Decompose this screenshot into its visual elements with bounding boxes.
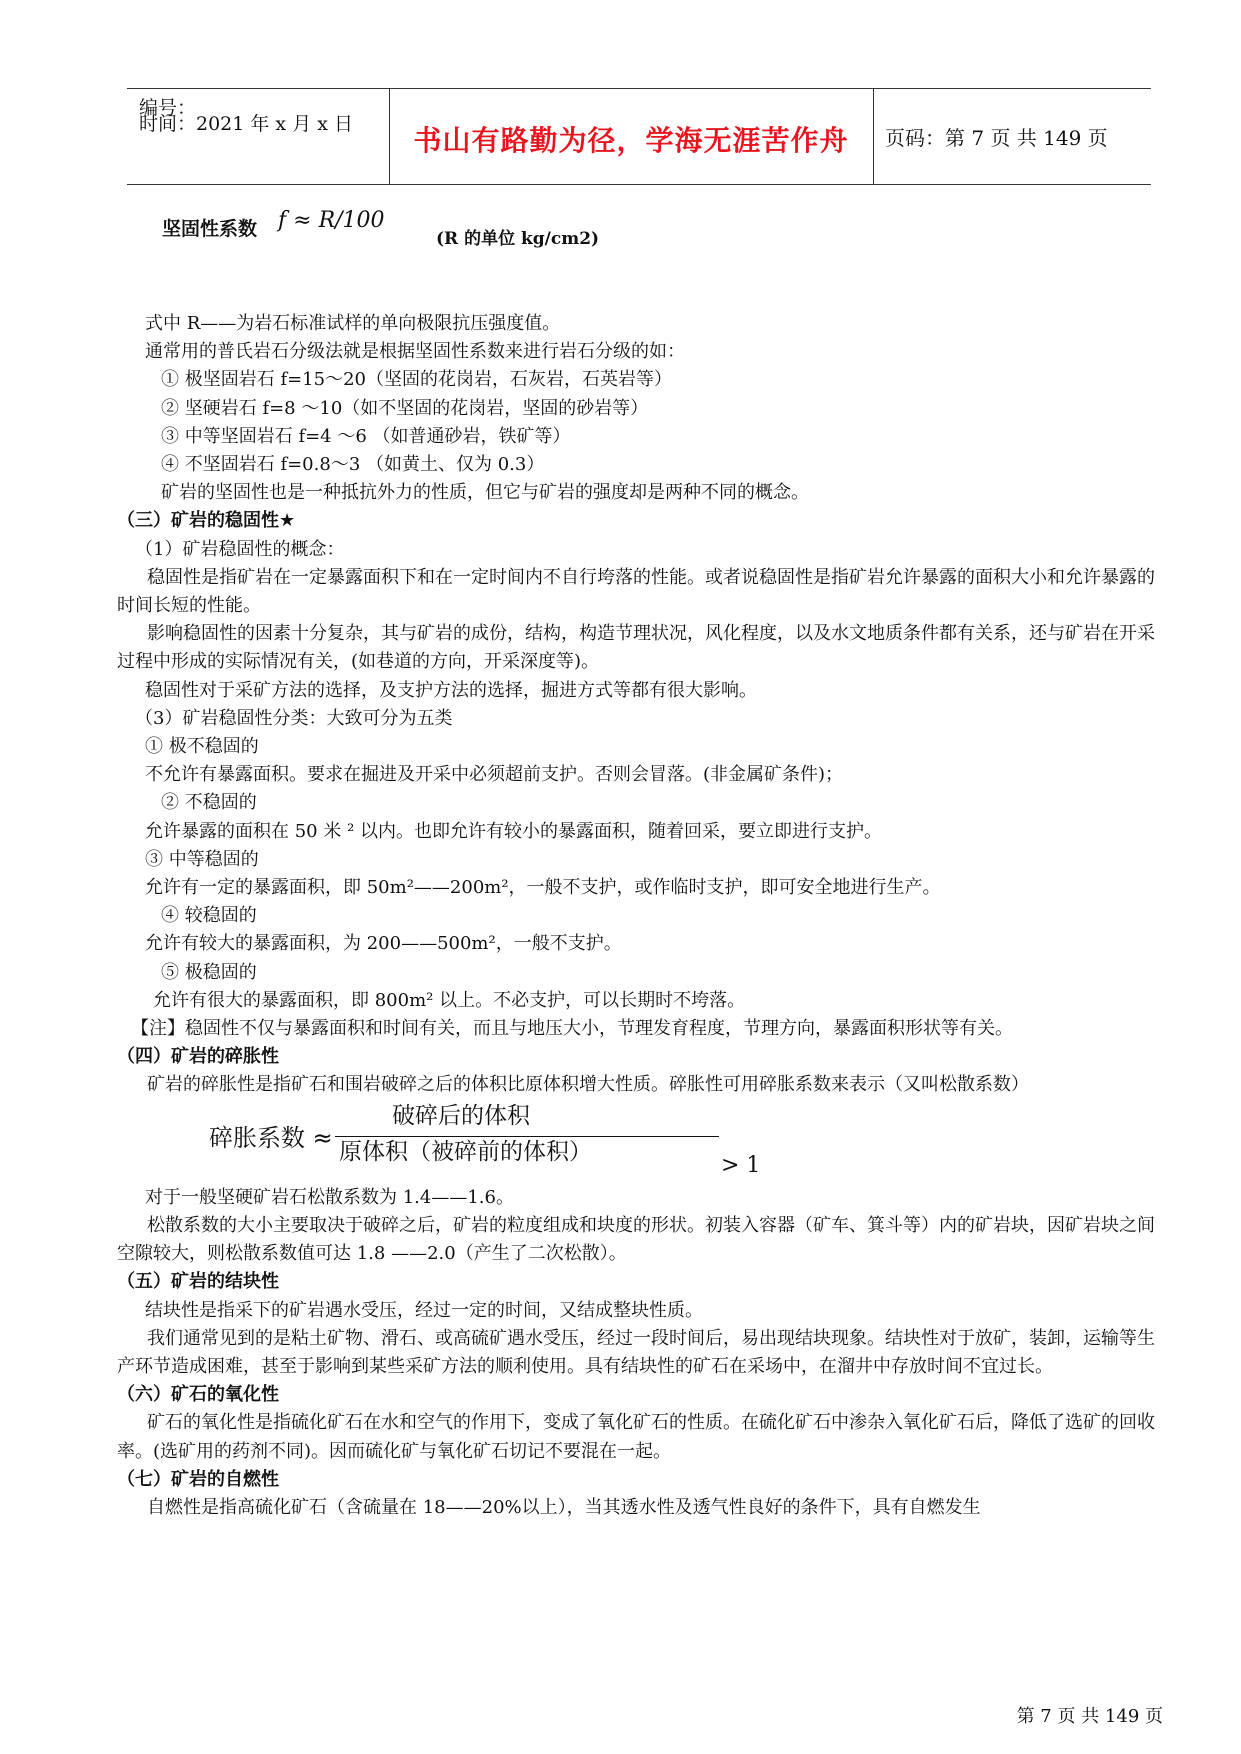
list-item: ② 坚硬岩石 f=8 ～10（如不坚固的花岗岩，坚固的砂岩等） [161, 397, 649, 419]
fraction-bar [335, 1136, 719, 1137]
swell-coefficient-formula [117, 1100, 1167, 1184]
section-heading: （五）矿岩的结块性 [117, 1271, 279, 1293]
formula-unit: (R 的单位 kg/cm2) [436, 229, 600, 249]
paragraph: 式中 R——为岩石标准试样的单向极限抗压强度值。 [145, 313, 561, 334]
note-paragraph: 【注】稳固性不仅与暴露面积和时间有关，而且与地压大小，节理发育程度，节理方向，暴露面积形状等有关。 [131, 1018, 1013, 1040]
page-number-label: 页码：第 7 页 共 149 页 [885, 126, 1108, 150]
paragraph: 允许有较大的暴露面积，为 200——500m²，一般不支护。 [145, 933, 622, 955]
document-body [117, 310, 1167, 1522]
section-heading: （三）矿岩的稳固性★ [117, 510, 296, 532]
paragraph: 允许有很大的暴露面积，即 800m² 以上。不必支护，可以长期时不垮落。 [153, 989, 746, 1011]
id-label: 编号： [139, 97, 197, 119]
paragraph: 允许暴露的面积在 50 米 ² 以内。也即允许有较小的暴露面积，随着回采，要立即进行支护。 [145, 820, 883, 842]
paragraph: 矿岩的碎胀性是指矿石和围岩破碎之后的体积比原体积增大性质。碎胀性可用碎胀系数来表示（又叫松散系数） [147, 1074, 1029, 1096]
list-item: ① 极坚固岩石 f=15～20（坚固的花岗岩，石灰岩，石英岩等） [161, 369, 672, 391]
time-label: 时间：2021 年 x 月 x 日 [139, 113, 353, 135]
list-item: ④ 较稳固的 [161, 905, 257, 927]
page-footer: 第 7 页 共 149 页 [1016, 1706, 1163, 1727]
paragraph: 对于一般坚硬矿岩石松散系数为 1.4——1.6。 [145, 1186, 514, 1208]
paragraph: 矿岩的坚固性也是一种抵抗外力的性质，但它与矿岩的强度却是两种不同的概念。 [161, 482, 809, 504]
formula-label: 碎胀系数 ≈ [209, 1123, 333, 1152]
paragraph: 矿石的氧化性是指硫化矿石在水和空气的作用下，变成了氧化矿石的性质。在硫化矿石中渗杂入氧化矿石后，降低了选矿的回收率。(选矿用的药剂不同)。因而硫化矿与氧化矿石切记不要混在一起。 [117, 1412, 1155, 1462]
subheading: （3）矿岩稳固性分类：大致可分为五类 [135, 707, 453, 729]
paragraph: 结块性是指采下的矿岩遇水受压，经过一定的时间，又结成整块性质。 [145, 1299, 703, 1321]
paragraph: 松散系数的大小主要取决于破碎之后，矿岩的粒度组成和块度的形状。初装入容器（矿车、箕斗等）内的矿岩块，因矿岩块之间空隙较大，则松散系数值可达 1.8 ——2.0（产生了二次松散）。 [117, 1214, 1155, 1265]
formula-numerator: 破碎后的体积 [392, 1102, 530, 1129]
header-divider [873, 89, 874, 184]
section-heading: （四）矿岩的碎胀性 [117, 1046, 279, 1068]
formula-inequality: > 1 [721, 1152, 761, 1178]
list-item: ② 不稳固的 [161, 792, 257, 814]
section-heading: （六）矿石的氧化性 [117, 1384, 279, 1406]
paragraph: 影响稳固性的因素十分复杂，其与矿岩的成份，结构，构造节理状况，风化程度，以及水文地质条件都有关系，还与矿岩在开采过程中形成的实际情况有关，(如巷道的方向，开采深度等)。 [117, 623, 1155, 673]
motto: 书山有路勤为径，学海无涯苦作舟 [413, 124, 849, 157]
subheading: （1）矿岩稳固性的概念： [135, 538, 345, 560]
list-item: ① 极不稳固的 [145, 736, 259, 758]
section-heading: （七）矿岩的自燃性 [117, 1468, 279, 1490]
formula-label: 坚固性系数 [162, 218, 258, 240]
paragraph: 我们通常见到的是粘土矿物、滑石、或高硫矿遇水受压，经过一段时间后，易出现结块现象。结块性对于放矿，装卸，运输等生产环节造成困难，甚至于影响到某些采矿方法的顺利使用。具有结块性的矿石在采场中，在溜井中存放时间不宜过长。 [117, 1327, 1155, 1377]
paragraph: 不允许有暴露面积。要求在掘进及开采中必须超前支护。否则会冒落。(非金属矿条件)； [145, 764, 844, 786]
paragraph: 允许有一定的暴露面积，即 50m²——200m²，一般不支护，或作临时支护，即可安全地进行生产。 [145, 877, 941, 899]
paragraph: 通常用的普氏岩石分级法就是根据坚固性系数来进行岩石分级的如： [145, 341, 685, 363]
formula-denominator: 原体积（被碎前的体积） [339, 1138, 592, 1165]
list-item: ③ 中等坚固岩石 f=4 ～6 （如普通砂岩，铁矿等） [161, 425, 571, 447]
list-item: ③ 中等稳固的 [145, 848, 259, 870]
paragraph: 自燃性是指高硫化矿石（含硫量在 18——20%以上），当其透水性及透气性良好的条件下，具有自燃发生 [147, 1496, 981, 1518]
list-item: ④ 不坚固岩石 f=0.8～3 （如黄土、仅为 0.3） [161, 454, 545, 476]
paragraph: 稳固性是指矿岩在一定暴露面积下和在一定时间内不自行垮落的性能。或者说稳固性是指矿岩允许暴露的面积大小和允许暴露的时间长短的性能。 [117, 566, 1155, 617]
list-item: ⑤ 极稳固的 [161, 961, 257, 983]
formula-expression: f ≈ R/100 [278, 208, 385, 233]
paragraph: 稳固性对于采矿方法的选择，及支护方法的选择，掘进方式等都有很大影响。 [145, 679, 757, 701]
page-header [127, 88, 1151, 185]
